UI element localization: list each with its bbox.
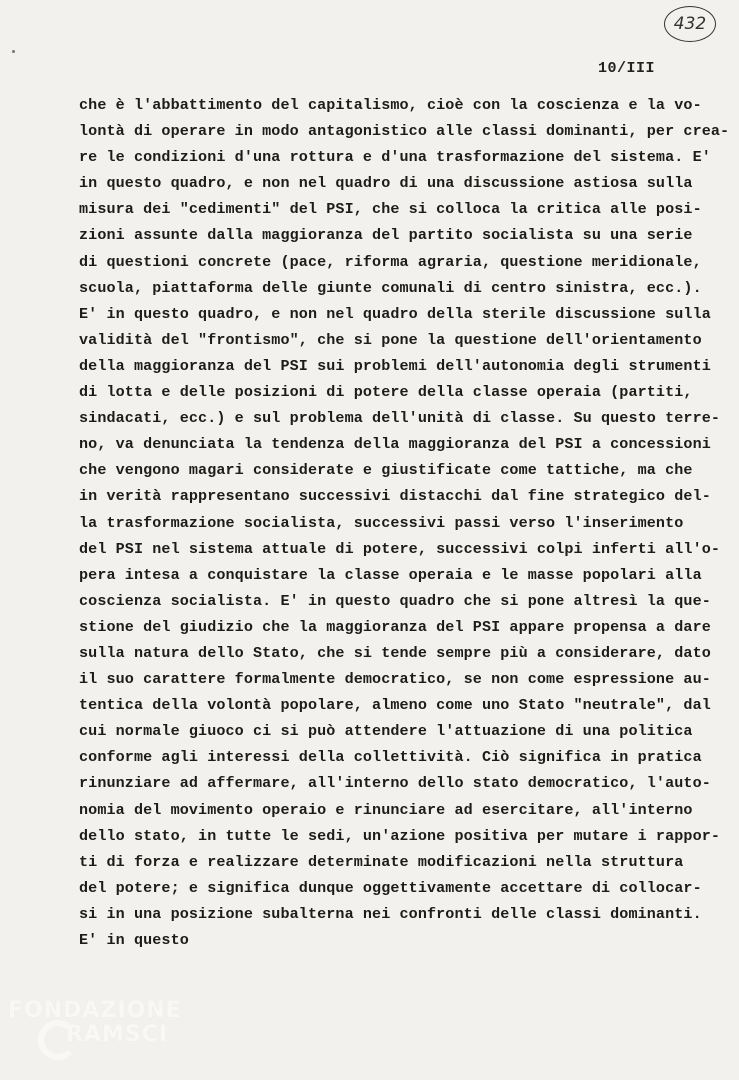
text-line: in questo quadro, e non nel quadro di una discussione astiosa sulla: [79, 174, 693, 193]
page-number: 10/III: [598, 60, 656, 77]
text-line: scuola, piattaforma delle giunte comunali di centro sinistra, ecc.).: [79, 278, 702, 297]
archive-number-stamp: 432: [664, 6, 716, 42]
typed-text-body: [79, 92, 730, 953]
text-line: lontà di operare in modo antagonistico alle classi dominanti, per crea-: [79, 122, 730, 141]
text-line: del PSI nel sistema attuale di potere, successivi colpi inferti all'o-: [79, 539, 721, 558]
text-line: misura dei "cedimenti" del PSI, che si colloca la critica alle posi-: [79, 200, 702, 219]
text-line: cui normale giuoco ci si può attendere l'attuazione di una politica: [79, 722, 693, 741]
text-line: sulla natura dello Stato, che si tende sempre più a considerare, dato: [79, 643, 711, 662]
text-line: nomia del movimento operaio e rinunciare ad esercitare, all'interno: [79, 800, 693, 819]
watermark-line-2: RAMSCI: [66, 1022, 169, 1047]
text-line: la trasformazione socialista, successivi passi verso l'inserimento: [79, 513, 684, 532]
margin-mark: [12, 50, 15, 53]
text-line: re le condizioni d'una rottura e d'una trasformazione del sistema. E': [79, 148, 711, 167]
text-line: di lotta e delle posizioni di potere della classe operaia (partiti,: [79, 383, 693, 402]
text-line: pera intesa a conquistare la classe operaia e le masse popolari alla: [79, 565, 702, 584]
text-line: di questioni concrete (pace, riforma agraria, questione meridionale,: [79, 252, 702, 271]
text-line: ti di forza e realizzare determinate modificazioni nella struttura: [79, 852, 684, 871]
text-line: coscienza socialista. E' in questo quadro che si pone altresì la que-: [79, 591, 711, 610]
text-line: in verità rappresentano successivi distacchi dal fine strategico del-: [79, 487, 711, 506]
fondazione-gramsci-watermark: [8, 998, 208, 1078]
text-line: del potere; e significa dunque oggettivamente accettare di collocar-: [79, 878, 702, 897]
text-line: della maggioranza del PSI sui problemi dell'autonomia degli strumenti: [79, 356, 711, 375]
text-line: rinunziare ad affermare, all'interno dello stato democratico, l'auto-: [79, 774, 711, 793]
text-line: sindacati, ecc.) e sul problema dell'unità di classe. Su questo terre-: [79, 409, 721, 428]
text-line: tentica della volontà popolare, almeno come uno Stato "neutrale", dal: [79, 696, 711, 715]
text-line: no, va denunciata la tendenza della maggioranza del PSI a concessioni: [79, 435, 711, 454]
text-line: dello stato, in tutte le sedi, un'azione positiva per mutare i rappor-: [79, 826, 721, 845]
text-line: si in una posizione subalterna nei confronti delle classi dominanti.: [79, 904, 702, 923]
text-line: zioni assunte dalla maggioranza del partito socialista su una serie: [79, 226, 693, 245]
text-line: E' in questo quadro, e non nel quadro della sterile discussione sulla: [79, 304, 711, 323]
text-line: conforme agli interessi della collettività. Ciò significa in pratica: [79, 748, 702, 767]
text-line: E' in questo: [79, 931, 189, 949]
text-line: validità del "frontismo", che si pone la questione dell'orientamento: [79, 330, 702, 349]
text-line: che è l'abbattimento del capitalismo, cioè con la coscienza e la vo-: [79, 96, 702, 114]
text-line: stione del giudizio che la maggioranza del PSI appare propensa a dare: [79, 617, 711, 636]
text-line: il suo carattere formalmente democratico, se non come espressione au-: [79, 670, 711, 689]
watermark-line-1: FONDAZIONE: [8, 998, 182, 1023]
text-line: che vengono magari considerate e giustificate come tattiche, ma che: [79, 461, 693, 480]
